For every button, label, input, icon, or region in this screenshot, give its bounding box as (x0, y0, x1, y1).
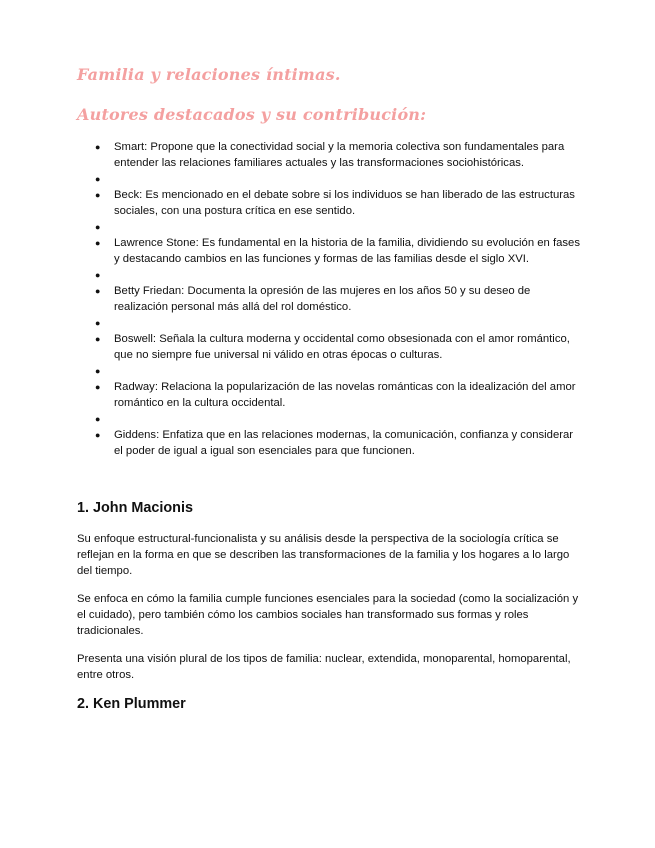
list-item-empty (77, 219, 582, 235)
list-item: ● Giddens: Enfatiza que en las relaciones modernas, la comunicación, confianza y considerar el poder de igual a igual son esenciales para que funcionen. (95, 429, 574, 457)
paragraph: Presenta una visión plural de los tipos de familia: nuclear, extendida, monoparental, homoparental, entre otros. (77, 653, 571, 681)
list-item-empty (77, 267, 582, 283)
paragraph: Su enfoque estructural-funcionalista y su análisis desde la perspectiva de la sociología crítica se reflejan en la forma en que se describen las transformaciones de la familia y los hogares a lo largo del tiempo. (77, 533, 570, 577)
bullet-icon: ● (95, 334, 101, 344)
list-item-empty (77, 171, 582, 187)
section-title-ken-plummer: 2. Ken Plummer (77, 696, 186, 712)
bullet-icon: ● (95, 238, 101, 248)
list-item: ● Radway: Relaciona la popularización de las novelas románticas con la idealización del amor romántico en la cultura occidental. (95, 381, 576, 409)
list-item: ● Betty Friedan: Documenta la opresión de las mujeres en los años 50 y su deseo de realización personal más allá del rol doméstico. (95, 285, 531, 313)
bullet-icon: ● (95, 222, 101, 232)
list-item: ● Beck: Es mencionado en el debate sobre si los individuos se han liberado de las estructuras sociales, con una postura crítica en ese sentido. (95, 189, 575, 217)
document-page (77, 60, 582, 713)
list-item-empty (77, 363, 582, 379)
bullet-icon: ● (95, 366, 101, 376)
bullet-icon: ● (95, 286, 101, 296)
bullet-icon: ● (95, 190, 101, 200)
list-item-empty (77, 411, 582, 427)
list-item: ● Boswell: Señala la cultura moderna y occidental como obsesionada con el amor romántico, que no siempre fue universal ni válido en otras épocas o culturas. (95, 333, 570, 361)
document-title: Familia y relaciones íntimas. (77, 65, 341, 84)
list-item-empty (77, 315, 582, 331)
bullet-icon: ● (95, 142, 101, 152)
list-item: ● Lawrence Stone: Es fundamental en la historia de la familia, dividiendo su evolución en fases y destacando cambios en las funciones y formas de las familias desde el siglo XVI. (95, 237, 580, 265)
section-title-john-macionis: 1. John Macionis (77, 500, 193, 516)
bullet-icon: ● (95, 270, 101, 280)
bullet-icon: ● (95, 174, 101, 184)
bullet-icon: ● (95, 430, 101, 440)
bullet-icon: ● (95, 382, 101, 392)
bullet-icon: ● (95, 414, 101, 424)
bullet-icon: ● (95, 318, 101, 328)
list-item: ● Smart: Propone que la conectividad social y la memoria colectiva son fundamentales para entender las relaciones familiares actuales y las transformaciones sociohistóricas. (95, 141, 565, 169)
paragraph: Se enfoca en cómo la familia cumple funciones esenciales para la sociedad (como la socialización y el cuidado), pero también cómo los cambios sociales han transformado sus formas y roles tradicionales. (77, 593, 579, 637)
authors-heading: Autores destacados y su contribución: (77, 105, 427, 124)
authors-list (77, 139, 582, 459)
